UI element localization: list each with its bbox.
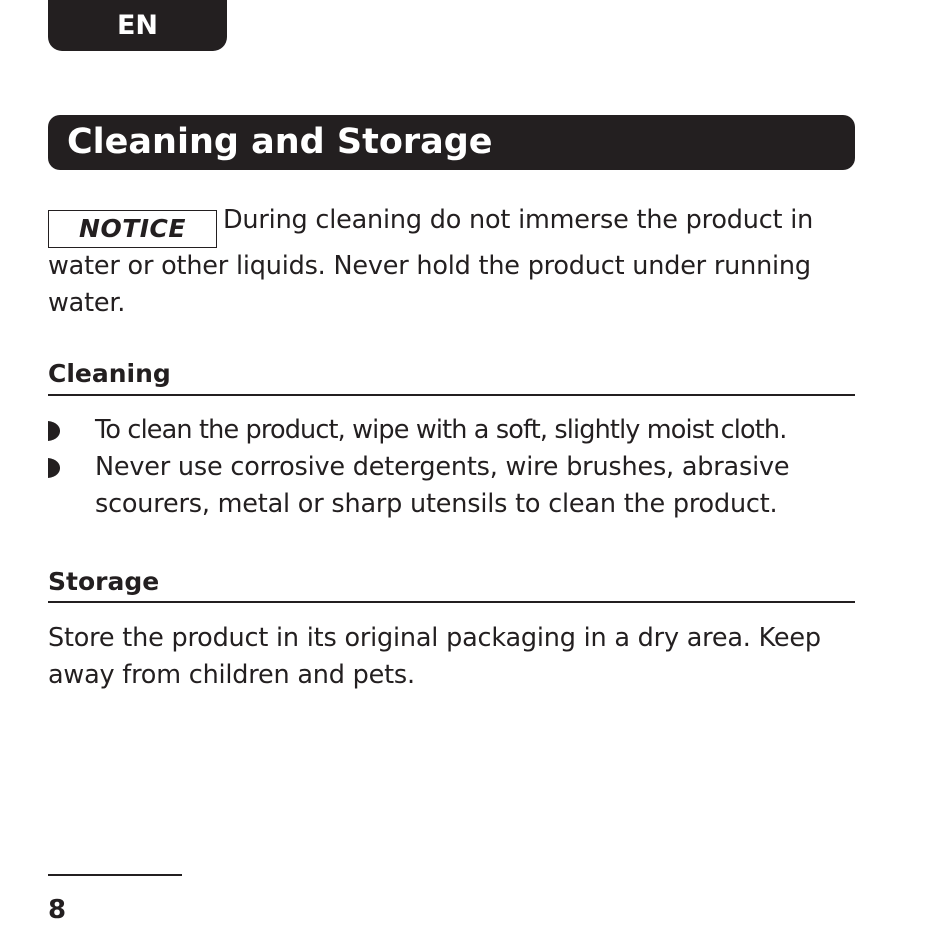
bullet-icon bbox=[48, 458, 60, 478]
bullet-text: Never use corrosive detergents, wire brushes, abrasive scourers, metal or sharp utensils to clean the product. bbox=[95, 452, 790, 519]
language-tab: EN bbox=[48, 0, 227, 51]
list-item bbox=[48, 449, 858, 523]
notice-text: During cleaning do not immerse the product in water or other liquids. Never hold the product under running water. bbox=[48, 205, 814, 318]
storage-paragraph: Store the product in its original packaging in a dry area. Keep away from children and pets. bbox=[48, 623, 821, 690]
cleaning-heading-rule bbox=[48, 394, 855, 396]
bullet-icon bbox=[48, 421, 60, 441]
cleaning-bullet-list bbox=[48, 412, 858, 523]
list-item bbox=[48, 412, 858, 449]
notice-paragraph bbox=[48, 202, 858, 322]
page-number: 8 bbox=[48, 895, 67, 925]
footer-rule bbox=[48, 874, 182, 876]
notice-label: NOTICE bbox=[48, 210, 217, 248]
storage-heading-rule bbox=[48, 601, 855, 603]
cleaning-heading: Cleaning bbox=[48, 359, 171, 388]
bullet-text: To clean the product, wipe with a soft, slightly moist cloth. bbox=[95, 415, 787, 445]
section-title: Cleaning and Storage bbox=[48, 115, 855, 170]
storage-heading: Storage bbox=[48, 567, 160, 596]
